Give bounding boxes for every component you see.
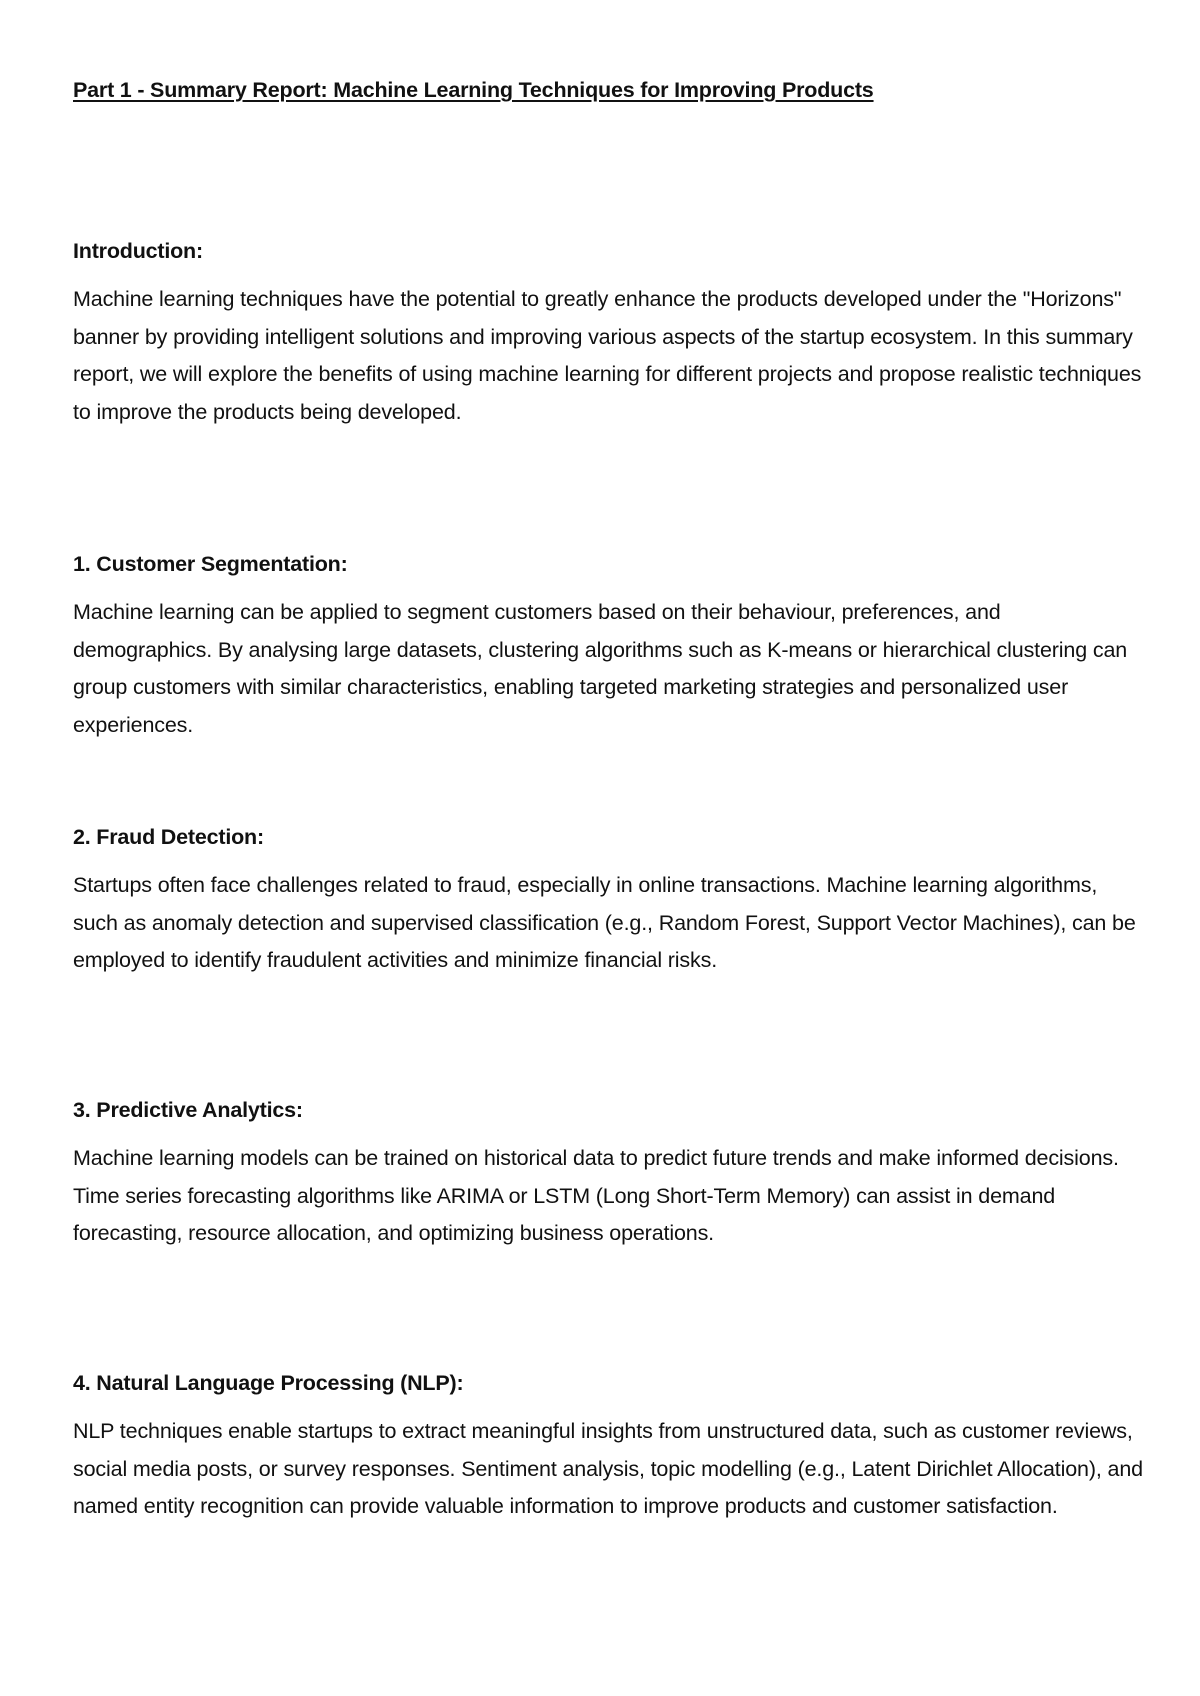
section-paragraph: Machine learning techniques have the potential to greatly enhance the products developed under the "Horizons" banner by providing intelligent solutions and improving various aspects of the startup ecosystem. In this summary report, we will explore the benefits of using machine learning for different projects and propose realistic techniques to improve the products being developed. [73,287,1142,424]
section-heading: 4. Natural Language Processing (NLP): [73,1371,464,1395]
section-nlp [73,1369,1143,1526]
section-predictive-analytics [73,1096,1143,1253]
document-title: Part 1 - Summary Report: Machine Learning Techniques for Improving Products [73,78,874,102]
section-paragraph: NLP techniques enable startups to extract meaningful insights from unstructured data, such as customer reviews, social media posts, or survey responses. Sentiment analysis, topic modelling (e.g., Latent Dirichlet Allocation), and named entity recognition can provide valuable information to improve products and customer satisfaction. [73,1419,1143,1518]
section-paragraph: Machine learning can be applied to segment customers based on their behaviour, preferences, and demographics. By analysing large datasets, clustering algorithms such as K-means or hierarchical clustering can group customers with similar characteristics, enabling targeted marketing strategies and personalized user experiences. [73,600,1128,737]
section-heading: 2. Fraud Detection: [73,825,264,849]
section-paragraph: Startups often face challenges related to fraud, especially in online transactions. Machine learning algorithms, such as anomaly detection and supervised classification (e.g., Random Forest, Support Vector Machines), can be employed to identify fraudulent activities and minimize financial risks. [73,873,1136,972]
section-paragraph: Machine learning models can be trained on historical data to predict future trends and make informed decisions. Time series forecasting algorithms like ARIMA or LSTM (Long Short-Term Memory) can assist in demand forecasting, resource allocation, and optimizing business operations. [73,1146,1119,1245]
section-heading: 3. Predictive Analytics: [73,1098,303,1122]
section-heading: Introduction: [73,239,203,263]
section-heading: 1. Customer Segmentation: [73,552,348,576]
section-fraud-detection [73,823,1143,980]
section-introduction [73,237,1143,431]
section-customer-segmentation [73,550,1143,744]
